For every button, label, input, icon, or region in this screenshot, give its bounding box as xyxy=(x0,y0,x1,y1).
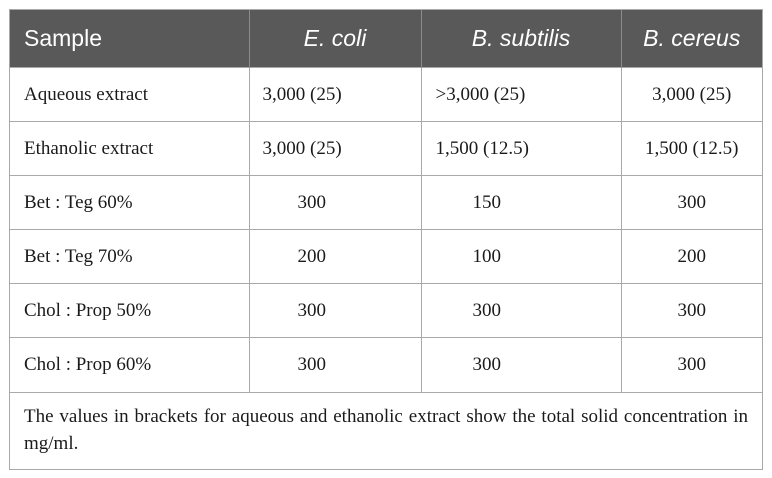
table-row xyxy=(10,338,762,392)
cell-e-coli: 200 xyxy=(249,230,421,284)
cell-e-coli: 3,000 (25) xyxy=(249,68,421,122)
cell-b-subtilis: 1,500 (12.5) xyxy=(421,122,621,176)
cell-e-coli: 3,000 (25) xyxy=(249,122,421,176)
table-row xyxy=(10,284,762,338)
cell-e-coli: 300 xyxy=(249,176,421,230)
cell-b-subtilis: >3,000 (25) xyxy=(421,68,621,122)
table-row xyxy=(10,122,762,176)
header-e-coli: E. coli xyxy=(249,10,421,68)
cell-b-subtilis: 100 xyxy=(421,230,621,284)
cell-b-cereus: 200 xyxy=(621,230,762,284)
cell-b-cereus: 300 xyxy=(621,176,762,230)
row-label: Ethanolic extract xyxy=(10,122,249,176)
cell-b-cereus: 1,500 (12.5) xyxy=(621,122,762,176)
cell-b-subtilis: 150 xyxy=(421,176,621,230)
cell-b-cereus: 300 xyxy=(621,284,762,338)
cell-b-cereus: 3,000 (25) xyxy=(621,68,762,122)
header-sample: Sample xyxy=(24,25,102,51)
table-row xyxy=(10,176,762,230)
table-row xyxy=(10,230,762,284)
cell-b-cereus: 300 xyxy=(621,338,762,392)
data-table xyxy=(10,10,762,392)
table-footnote: The values in brackets for aqueous and ethanolic extract show the total solid concentration in mg/ml. xyxy=(10,392,762,457)
header-b-cereus: B. cereus xyxy=(621,10,762,68)
data-table-container xyxy=(9,9,763,470)
cell-e-coli: 300 xyxy=(249,284,421,338)
row-label: Aqueous extract xyxy=(10,68,249,122)
header-b-subtilis: B. subtilis xyxy=(421,10,621,68)
cell-b-subtilis: 300 xyxy=(421,338,621,392)
header-row xyxy=(10,10,762,68)
row-label: Chol : Prop 60% xyxy=(10,338,249,392)
cell-e-coli: 300 xyxy=(249,338,421,392)
cell-b-subtilis: 300 xyxy=(421,284,621,338)
row-label: Bet : Teg 60% xyxy=(10,176,249,230)
row-label: Chol : Prop 50% xyxy=(10,284,249,338)
table-row xyxy=(10,68,762,122)
row-label: Bet : Teg 70% xyxy=(10,230,249,284)
